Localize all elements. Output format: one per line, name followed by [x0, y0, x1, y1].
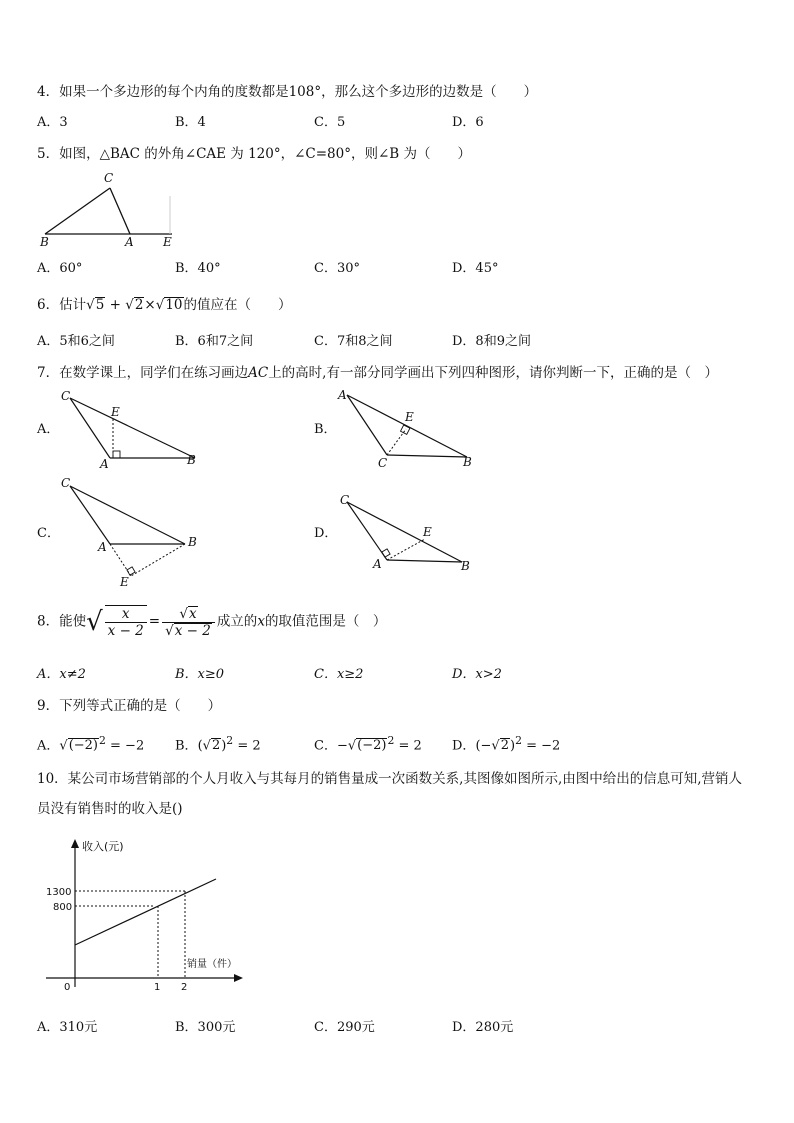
income-line: [75, 879, 216, 945]
q8-option-a: A．x≠2: [37, 667, 86, 682]
q6-radicand-2: 2: [134, 297, 144, 313]
q9-d-label: D．: [452, 738, 476, 754]
q6-radicand-1: 5: [95, 297, 105, 313]
q7a-label-a: A: [100, 457, 109, 470]
q8-option-b: B．x≥0: [175, 667, 225, 682]
q9-c-radicand: (−2): [357, 738, 387, 754]
q7d-label-b: B: [461, 559, 470, 573]
q7b-label-e: E: [405, 410, 414, 424]
q9-c-exp: 2: [387, 734, 395, 747]
origin-label: 0: [64, 982, 71, 993]
q5-stem: 5．如图，△BAC 的外角∠CAE 为 120°，∠C=80°，则∠B 为（ ）: [37, 146, 472, 162]
q6-stem: 6．估计√5 + √2×√10的值应在（ ）: [37, 297, 292, 313]
q10-stem-line-1: 10．某公司市场营销部的个人月收入与其每月的销售量成一次函数关系,其图像如图所示,由图中给出的信息可知,营销人: [37, 771, 743, 787]
q5-option-c: C．30°: [314, 261, 360, 276]
q9-c-rest: = 2: [394, 738, 422, 754]
q8-suffix-var: x: [257, 613, 265, 630]
q7c-label-b: B: [188, 535, 197, 549]
q8-suffix-part-2: 的取值范围是（ ）: [264, 613, 387, 630]
q9-a-radicand: (−2): [68, 738, 98, 754]
q5-option-b: B．40°: [175, 261, 221, 276]
q7a-label-b: B: [187, 453, 196, 467]
q4-option-a: A．3: [37, 115, 68, 130]
q7d-label-c: C: [340, 493, 350, 507]
q9-a-label: A．: [37, 738, 60, 754]
q6-suffix: 的值应在（ ）: [183, 297, 292, 313]
q9-b-exp: 2: [226, 734, 234, 747]
q7-figure-b: [332, 385, 482, 470]
q9-option-a: A．$√(-2)^2 = -2$: [37, 734, 145, 754]
q9-option-c: C．$-√(-2)^2 = 2$: [314, 734, 422, 754]
q7c-label-a: A: [98, 540, 107, 554]
q7a-label-c: C: [61, 389, 71, 403]
q6-plus: +: [109, 297, 121, 313]
q4-option-c: C．5: [314, 115, 346, 130]
q8-lhs-fraction: [105, 605, 147, 639]
q6-option-c: C．7和8之间: [314, 334, 393, 349]
q8-equals: =: [148, 613, 161, 630]
q5-label-c: C: [104, 171, 114, 185]
y-axis-arrow-icon: [71, 839, 79, 848]
q5-label-a: A: [125, 235, 134, 249]
y-axis-label: 收入(元): [82, 840, 124, 853]
q9-stem: 9．下列等式正确的是（ ）: [37, 698, 222, 714]
q6-prefix: 6．估计: [37, 297, 87, 313]
q7-option-d: D．: [314, 526, 338, 541]
q9-d-rest: = −2: [521, 738, 561, 754]
q10-option-d: D．280元: [452, 1020, 514, 1035]
q7a-label-e: E: [111, 405, 120, 419]
q8-stem: 8．能使√ $\frac{x}{x - 2}$ = $\frac{√x}{√x - 2}$ 成立的x的取值范围是（ ）: [37, 605, 387, 639]
q9-d-close: ): [509, 738, 516, 754]
q5-triangle-figure: [30, 168, 190, 250]
q8-prefix: 8．能使: [37, 613, 87, 630]
x-axis-arrow-icon: [234, 974, 243, 982]
q10-stem-line-2: 员没有销售时的收入是(): [37, 801, 183, 817]
q7-figure-a: [55, 388, 205, 470]
q7-figure-c: [55, 474, 210, 589]
q7b-label-c: C: [378, 456, 388, 470]
y-tick-800: 800: [53, 902, 73, 913]
y-tick-1300: 1300: [46, 887, 72, 898]
q7c-label-c: C: [61, 476, 71, 490]
q9-a-rest: = −2: [105, 738, 145, 754]
q5-label-b: B: [40, 235, 49, 249]
q5-label-e: E: [163, 235, 172, 249]
q4-stem: 4．如果一个多边形的每个内角的度数都是108°，那么这个多边形的边数是（ ）: [37, 84, 538, 100]
q10-option-c: C．290元: [314, 1020, 375, 1035]
q9-b-rest: = 2: [233, 738, 261, 754]
q9-c-pre: −: [336, 738, 348, 754]
q7-option-b: B．: [314, 422, 337, 437]
q8-rhs-den: x − 2: [174, 622, 211, 639]
q10-option-a: A．310元: [37, 1020, 98, 1035]
q6-times: ×: [144, 297, 156, 313]
q8-rhs-fraction: $\frac{√x}{√x - 2}$: [162, 606, 215, 639]
q7-stem-part-2: 上的高时,有一部分同学画出下列四种图形，请你判断一下，正确的是（ ）: [268, 365, 718, 381]
q5-option-d: D．45°: [452, 261, 499, 276]
q7-stem-var: AC: [248, 365, 269, 381]
q8-lhs-den: x − 2: [107, 623, 144, 639]
q9-d-exp: 2: [515, 734, 522, 747]
x-tick-2: 2: [181, 982, 188, 993]
q7d-label-a: A: [373, 557, 382, 571]
q6-option-b: B．6和7之间: [175, 334, 254, 349]
q7c-label-e: E: [120, 575, 129, 589]
q7b-label-b: B: [463, 455, 472, 469]
q9-b-open: (: [197, 738, 203, 754]
q8-rhs-num: x: [188, 605, 197, 622]
q8-option-c: C．x≥2: [314, 667, 364, 682]
q9-b-label: B．: [175, 738, 198, 754]
q9-c-label: C．: [314, 738, 337, 754]
q7-stem: [37, 365, 718, 381]
q6-option-a: A．5和6之间: [37, 334, 115, 349]
q10-income-graph: [40, 835, 255, 1005]
x-axis-label: 销量（件）: [187, 959, 237, 970]
q4-option-b: B．4: [175, 115, 206, 130]
q10-option-b: B．300元: [175, 1020, 236, 1035]
q8-suffix-part-1: 成立的: [216, 613, 258, 630]
q7-stem-part-1: 7．在数学课上，同学们在练习画边: [37, 365, 249, 381]
q9-d-radicand: 2: [500, 738, 509, 754]
q9-a-exp: 2: [99, 734, 106, 747]
q9-b-close: ): [221, 738, 227, 754]
q5-option-a: A．60°: [37, 261, 83, 276]
q7-option-a: A．: [37, 422, 60, 437]
q7-figure-d: [332, 490, 482, 575]
q9-d-open: (−: [475, 738, 492, 754]
q7-option-c: C．: [37, 526, 60, 541]
q9-option-d: D．$(-√2)^2 = -2$: [452, 734, 561, 754]
q9-b-radicand: 2: [211, 738, 221, 754]
q8-option-d: D．x>2: [452, 667, 502, 682]
q8-lhs-num: x: [105, 606, 147, 623]
q4-option-d: D．6: [452, 115, 484, 130]
q6-radicand-3: 10: [165, 297, 183, 313]
q6-option-d: D．8和9之间: [452, 334, 531, 349]
q9-option-b: B．$(√2)^2 = 2$: [175, 734, 261, 754]
x-tick-1: 1: [154, 982, 161, 993]
q7b-label-a: A: [338, 388, 347, 402]
q7d-label-e: E: [423, 525, 432, 539]
